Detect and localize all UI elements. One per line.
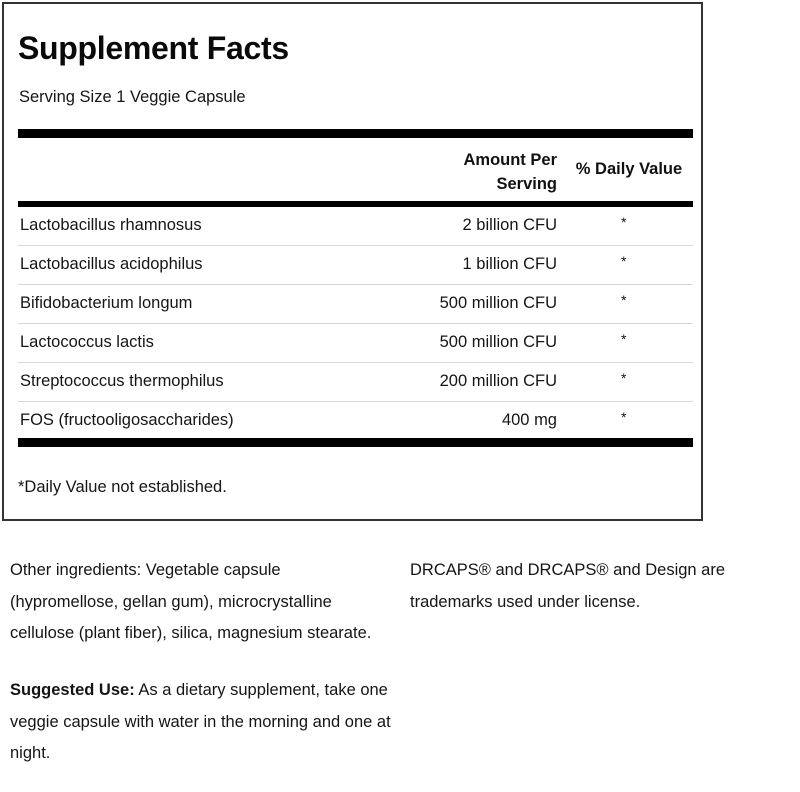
ingredient-amount: 1 billion CFU xyxy=(462,255,557,273)
ingredient-daily-value: * xyxy=(621,370,627,386)
ingredient-name: Bifidobacterium longum xyxy=(20,294,193,312)
ingredient-daily-value: * xyxy=(621,409,627,425)
column-header-amount xyxy=(404,148,557,196)
trademark-notice: DRCAPS® and DRCAPS® and Design are trademarks used under license. xyxy=(410,561,726,611)
ingredient-amount: 500 million CFU xyxy=(439,333,557,351)
ingredient-daily-value: * xyxy=(621,292,627,308)
table-row xyxy=(18,246,693,285)
panel-title: Supplement Facts xyxy=(18,30,289,66)
table-row xyxy=(18,285,693,324)
suggested-use-label: Suggested Use: xyxy=(10,681,135,699)
ingredient-daily-value: * xyxy=(621,253,627,269)
ingredient-amount: 400 mg xyxy=(501,411,557,429)
ingredient-amount: 2 billion CFU xyxy=(462,216,557,234)
suggested-use xyxy=(10,675,400,770)
thick-divider-bottom xyxy=(18,438,693,447)
ingredient-amount: 200 million CFU xyxy=(439,372,557,390)
column-header-amount-line2: Serving xyxy=(496,175,557,193)
other-ingredients: Other ingredients: Vegetable capsule (hypromellose, gellan gum), microcrystalline cellulose (plant fiber), silica, magnesium stearate. xyxy=(10,561,372,642)
ingredient-name: Lactococcus lactis xyxy=(20,333,154,351)
ingredient-daily-value: * xyxy=(621,214,627,230)
table-row xyxy=(18,207,693,246)
table-row xyxy=(18,402,693,441)
suggested-use-text: As a dietary supplement, take one veggie capsule with water in the morning and one at night. xyxy=(10,681,391,762)
ingredient-amount: 500 million CFU xyxy=(439,294,557,312)
ingredient-daily-value: * xyxy=(621,331,627,347)
ingredient-name: Streptococcus thermophilus xyxy=(20,372,224,390)
ingredient-table xyxy=(18,207,693,441)
supplement-facts-panel xyxy=(2,2,703,521)
column-header-amount-line1: Amount Per xyxy=(463,151,557,169)
thick-divider-top xyxy=(18,129,693,138)
serving-size: Serving Size 1 Veggie Capsule xyxy=(19,88,246,106)
ingredient-name: FOS (fructooligosaccharides) xyxy=(20,411,234,429)
table-row xyxy=(18,363,693,402)
daily-value-footnote: *Daily Value not established. xyxy=(18,478,227,496)
table-row xyxy=(18,324,693,363)
ingredient-name: Lactobacillus rhamnosus xyxy=(20,216,202,234)
column-header-daily-value: % Daily Value xyxy=(575,160,683,178)
ingredient-name: Lactobacillus acidophilus xyxy=(20,255,203,273)
